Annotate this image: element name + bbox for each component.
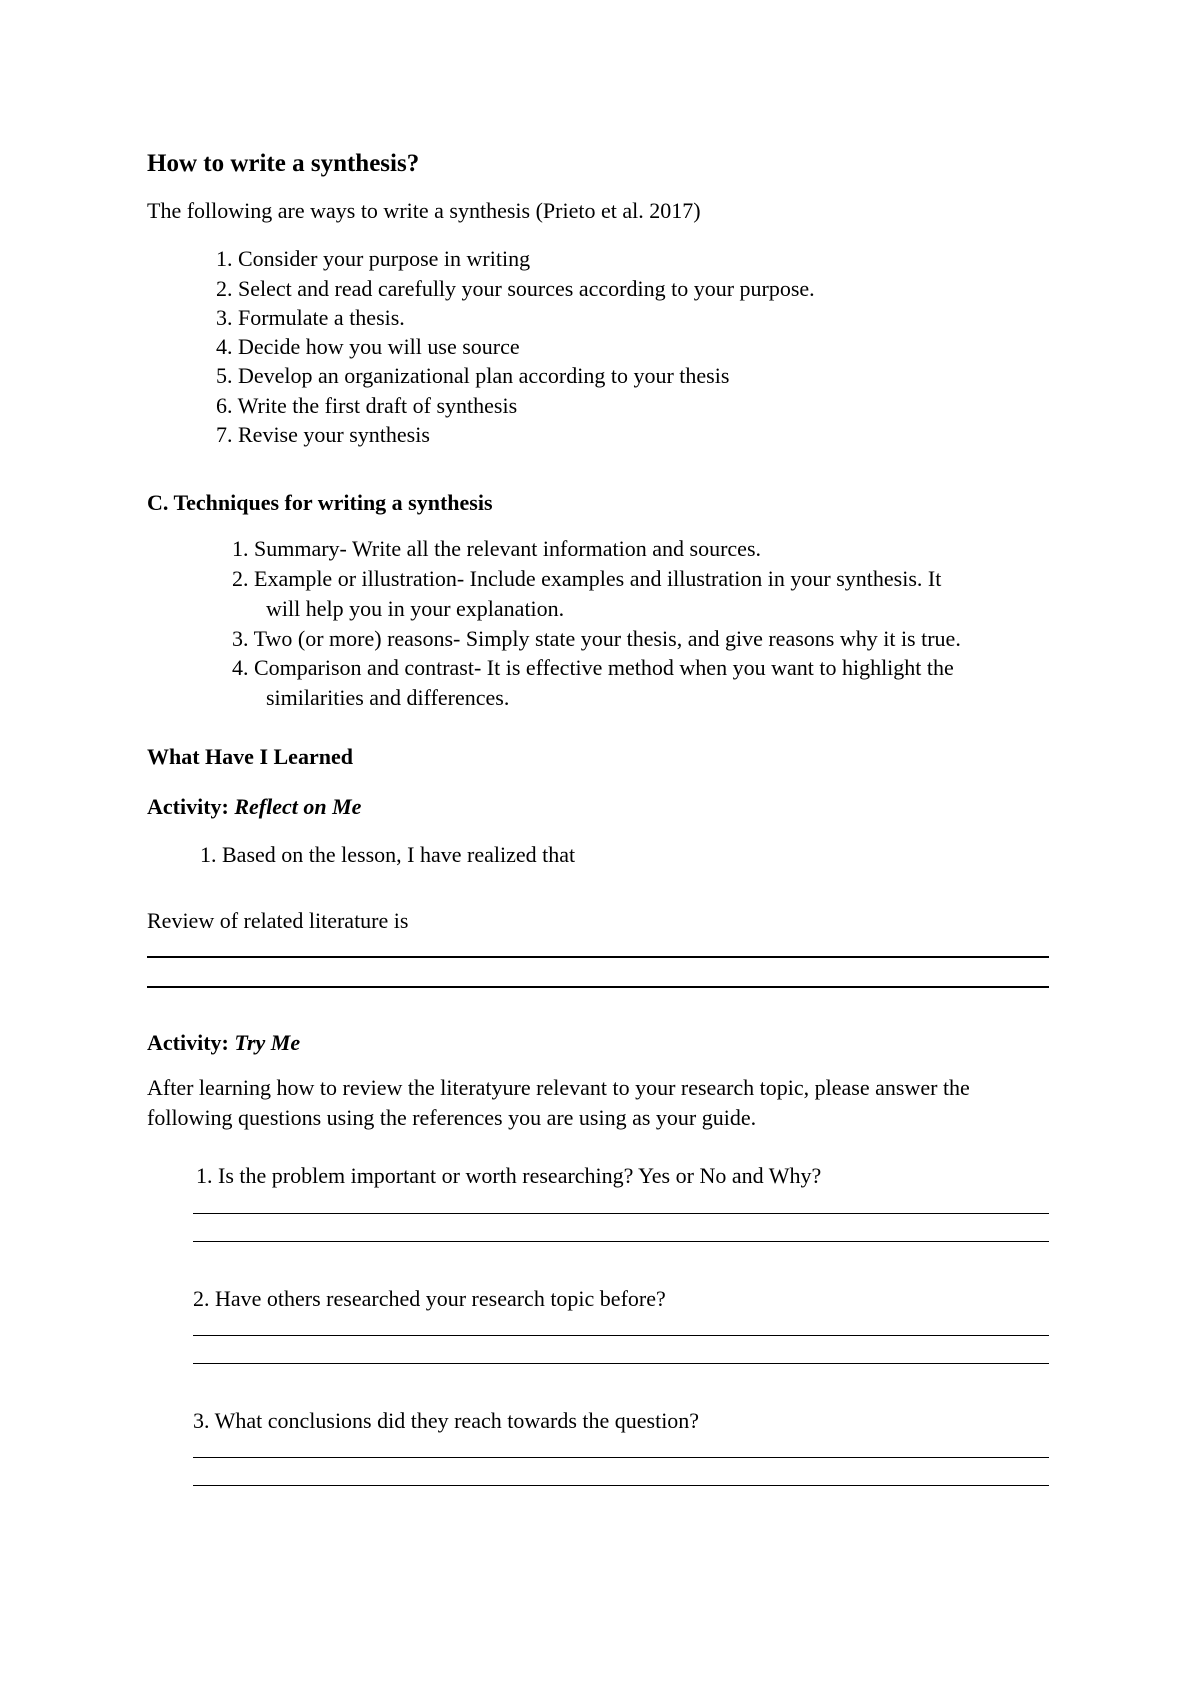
activity-name: Try Me — [234, 1030, 301, 1055]
answer-line[interactable] — [193, 1457, 1049, 1458]
answer-line[interactable] — [193, 1335, 1049, 1336]
answer-line[interactable] — [193, 1213, 1049, 1214]
activity-reflect-title — [147, 794, 361, 820]
answer-line[interactable] — [193, 1363, 1049, 1364]
answer-line[interactable] — [193, 1485, 1049, 1486]
technique-item: 1. Summary- Write all the relevant information and sources. — [232, 536, 761, 561]
step-item: 6. Write the first draft of synthesis — [216, 393, 518, 418]
technique-item: 2. Example or illustration- Include examples and illustration in your synthesis. It — [232, 566, 942, 591]
technique-item: 4. Comparison and contrast- It is effective method when you want to highlight the — [232, 655, 954, 680]
reflect-prompt: Review of related literature is — [147, 908, 409, 933]
technique-item-continued: similarities and differences. — [266, 685, 510, 710]
intro-text: The following are ways to write a synthesis (Prieto et al. 2017) — [147, 198, 701, 223]
techniques-heading: C. Techniques for writing a synthesis — [147, 490, 493, 515]
technique-item-continued: will help you in your explanation. — [266, 596, 565, 621]
step-item: 1. Consider your purpose in writing — [216, 246, 531, 271]
instructions-text: After learning how to review the literatyure relevant to your research topic, please answer the — [147, 1075, 970, 1100]
step-item: 5. Develop an organizational plan according to your thesis — [216, 363, 730, 388]
step-item: 3. Formulate a thesis. — [216, 305, 405, 330]
step-item: 2. Select and read carefully your sources according to your purpose. — [216, 276, 815, 301]
technique-item: 3. Two (or more) reasons- Simply state your thesis, and give reasons why it is true. — [232, 626, 961, 651]
question-item: 3. What conclusions did they reach towards the question? — [193, 1408, 700, 1433]
activity-name: Reflect on Me — [234, 794, 362, 819]
step-item: 4. Decide how you will use source — [216, 334, 520, 359]
question-item: 1. Is the problem important or worth researching? Yes or No and Why? — [196, 1163, 822, 1188]
question-item: 2. Have others researched your research topic before? — [193, 1286, 666, 1311]
learned-heading: What Have I Learned — [147, 744, 353, 769]
activity-label: Activity: — [147, 794, 229, 819]
activity-try-title — [147, 1030, 300, 1056]
answer-line[interactable] — [147, 986, 1049, 988]
step-item: 7. Revise your synthesis — [216, 422, 430, 447]
instructions-text: following questions using the references you are using as your guide. — [147, 1105, 757, 1130]
page-title: How to write a synthesis? — [147, 150, 420, 177]
answer-line[interactable] — [193, 1241, 1049, 1242]
reflect-item: 1. Based on the lesson, I have realized that — [200, 842, 576, 867]
activity-label: Activity: — [147, 1030, 229, 1055]
answer-line[interactable] — [147, 956, 1049, 958]
